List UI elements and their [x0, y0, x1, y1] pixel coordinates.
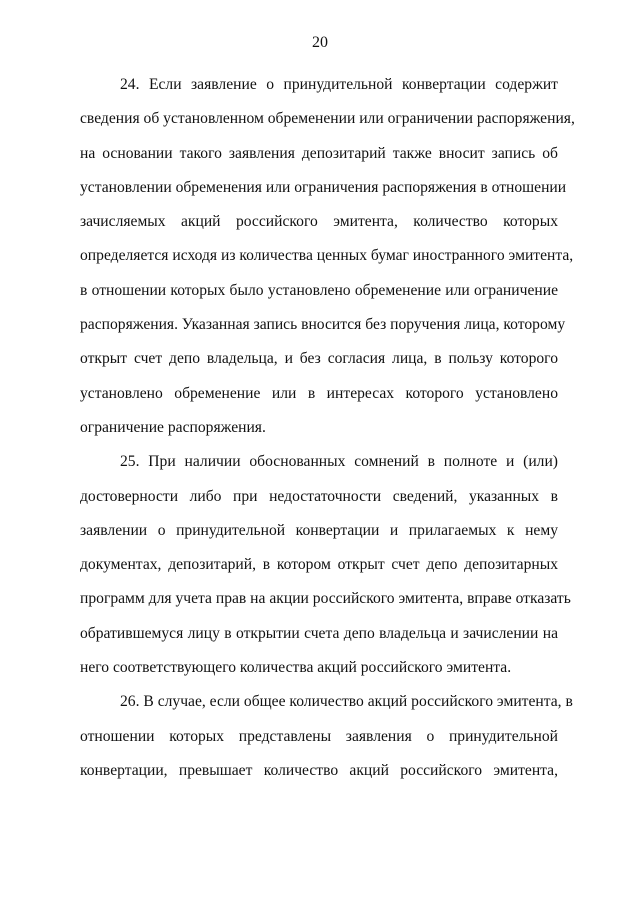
paragraph-24: [80, 68, 575, 445]
text-line: обратившемуся лицу в открытии счета депо владельца и зачислении на: [80, 624, 558, 642]
text-line: сведения об установленном обременении или ограничении распоряжения,: [80, 110, 575, 128]
text-line: 26. В случае, если общее количество акций российского эмитента, в: [120, 693, 573, 711]
text-line: конвертации, превышает количество акций российского эмитента,: [80, 761, 558, 779]
page-number: 20: [312, 34, 328, 51]
text-line: зачисляемых акций российского эмитента, количество которых: [80, 213, 558, 231]
text-line: ограничение распоряжения.: [80, 418, 266, 436]
paragraph-25: [80, 445, 571, 685]
text-line: 24. Если заявление о принудительной конвертации содержит: [120, 76, 558, 93]
text-line: распоряжения. Указанная запись вносится без поручения лица, которому: [80, 316, 566, 334]
text-line: установлении обременения или ограничения распоряжения в отношении: [80, 178, 567, 196]
text-line: программ для учета прав на акции российского эмитента, вправе отказать: [80, 590, 571, 608]
text-line: определяется исходя из количества ценных бумаг иностранного эмитента,: [80, 247, 574, 265]
text-line: документах, депозитарий, в котором открыт счет депо депозитарных: [80, 556, 558, 574]
text-line: него соответствующего количества акций российского эмитента.: [80, 659, 512, 677]
text-line: в отношении которых было установлено обременение или ограничение: [80, 281, 558, 299]
text-line: заявлении о принудительной конвертации и прилагаемых к нему: [80, 521, 558, 539]
text-line: достоверности либо при недостаточности сведений, указанных в: [80, 487, 558, 505]
text-line: установлено обременение или в интересах которого установлено: [80, 384, 558, 402]
text-line: 25. При наличии обоснованных сомнений в полноте и (или): [120, 453, 558, 471]
paragraph-26: [80, 685, 573, 788]
text-line: на основании такого заявления депозитарий также вносит запись об: [80, 144, 558, 162]
text-line: открыт счет депо владельца, и без согласия лица, в пользу которого: [80, 350, 558, 368]
document-body: [80, 68, 575, 788]
text-line: отношении которых представлены заявления о принудительной: [80, 727, 558, 745]
